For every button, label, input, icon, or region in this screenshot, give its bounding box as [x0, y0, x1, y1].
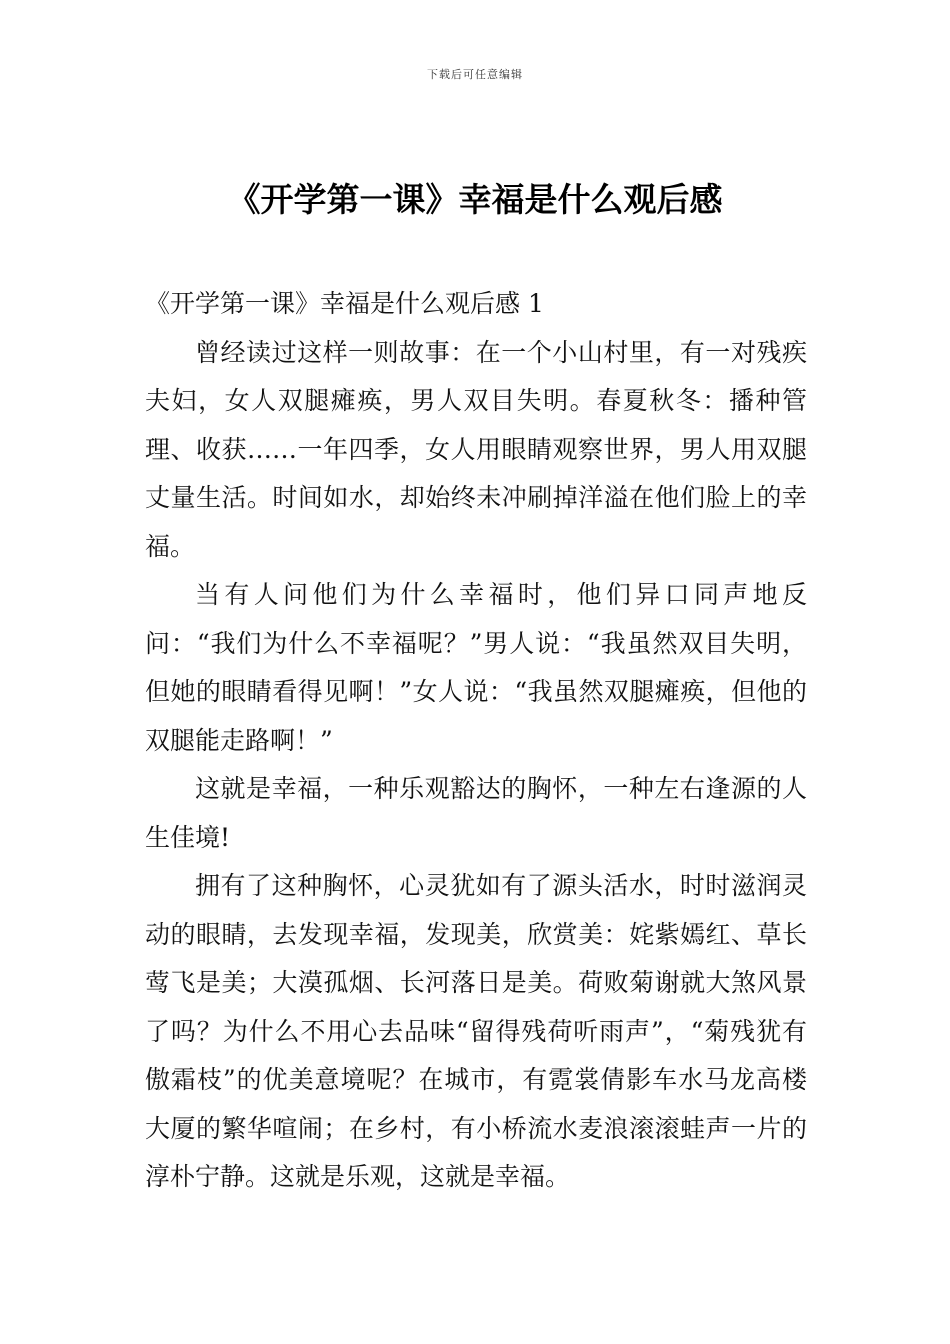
- paragraph-1: 曾经读过这样一则故事：在一个小山村里，有一对残疾夫妇，女人双腿瘫痪，男人双目失明。春夏秋冬：播种管理、收获……一年四季，女人用眼睛观察世界，男人用双腿丈量生活。时间如水，却始终未冲刷掉洋溢在他们脸上的幸福。: [145, 337, 807, 561]
- header-note: 下载后可任意编辑: [427, 68, 523, 81]
- paragraph-4: 拥有了这种胸怀，心灵犹如有了源头活水，时时滋润灵动的眼睛，去发现幸福，发现美，欣赏美：姹紫嫣红、草长莺飞是美；大漠孤烟、长河落日是美。荷败菊谢就大煞风景了吗？为什么不用心去品味“留得残荷听雨声”，“菊残犹有傲霜枝”的优美意境呢？在城市，有霓裳倩影车水马龙高楼大厦的繁华喧闹；在乡村，有小桥流水麦浪滚滚蛙声一片的淳朴宁静。这就是乐观，这就是幸福。: [145, 871, 807, 1191]
- paragraph-3: 这就是幸福，一种乐观豁达的胸怀，一种左右逢源的人生佳境!: [145, 774, 807, 852]
- document-body: [145, 280, 807, 1202]
- section-heading: 《开学第一课》幸福是什么观后感 1: [145, 289, 544, 318]
- document-title: 《开学第一课》幸福是什么观后感: [227, 180, 723, 219]
- paragraph-2: 当有人问他们为什么幸福时，他们异口同声地反问：“我们为什么不幸福呢？”男人说：“我虽然双目失明，但她的眼睛看得见啊！”女人说：“我虽然双腿瘫痪，但他的双腿能走路啊！”: [145, 580, 807, 755]
